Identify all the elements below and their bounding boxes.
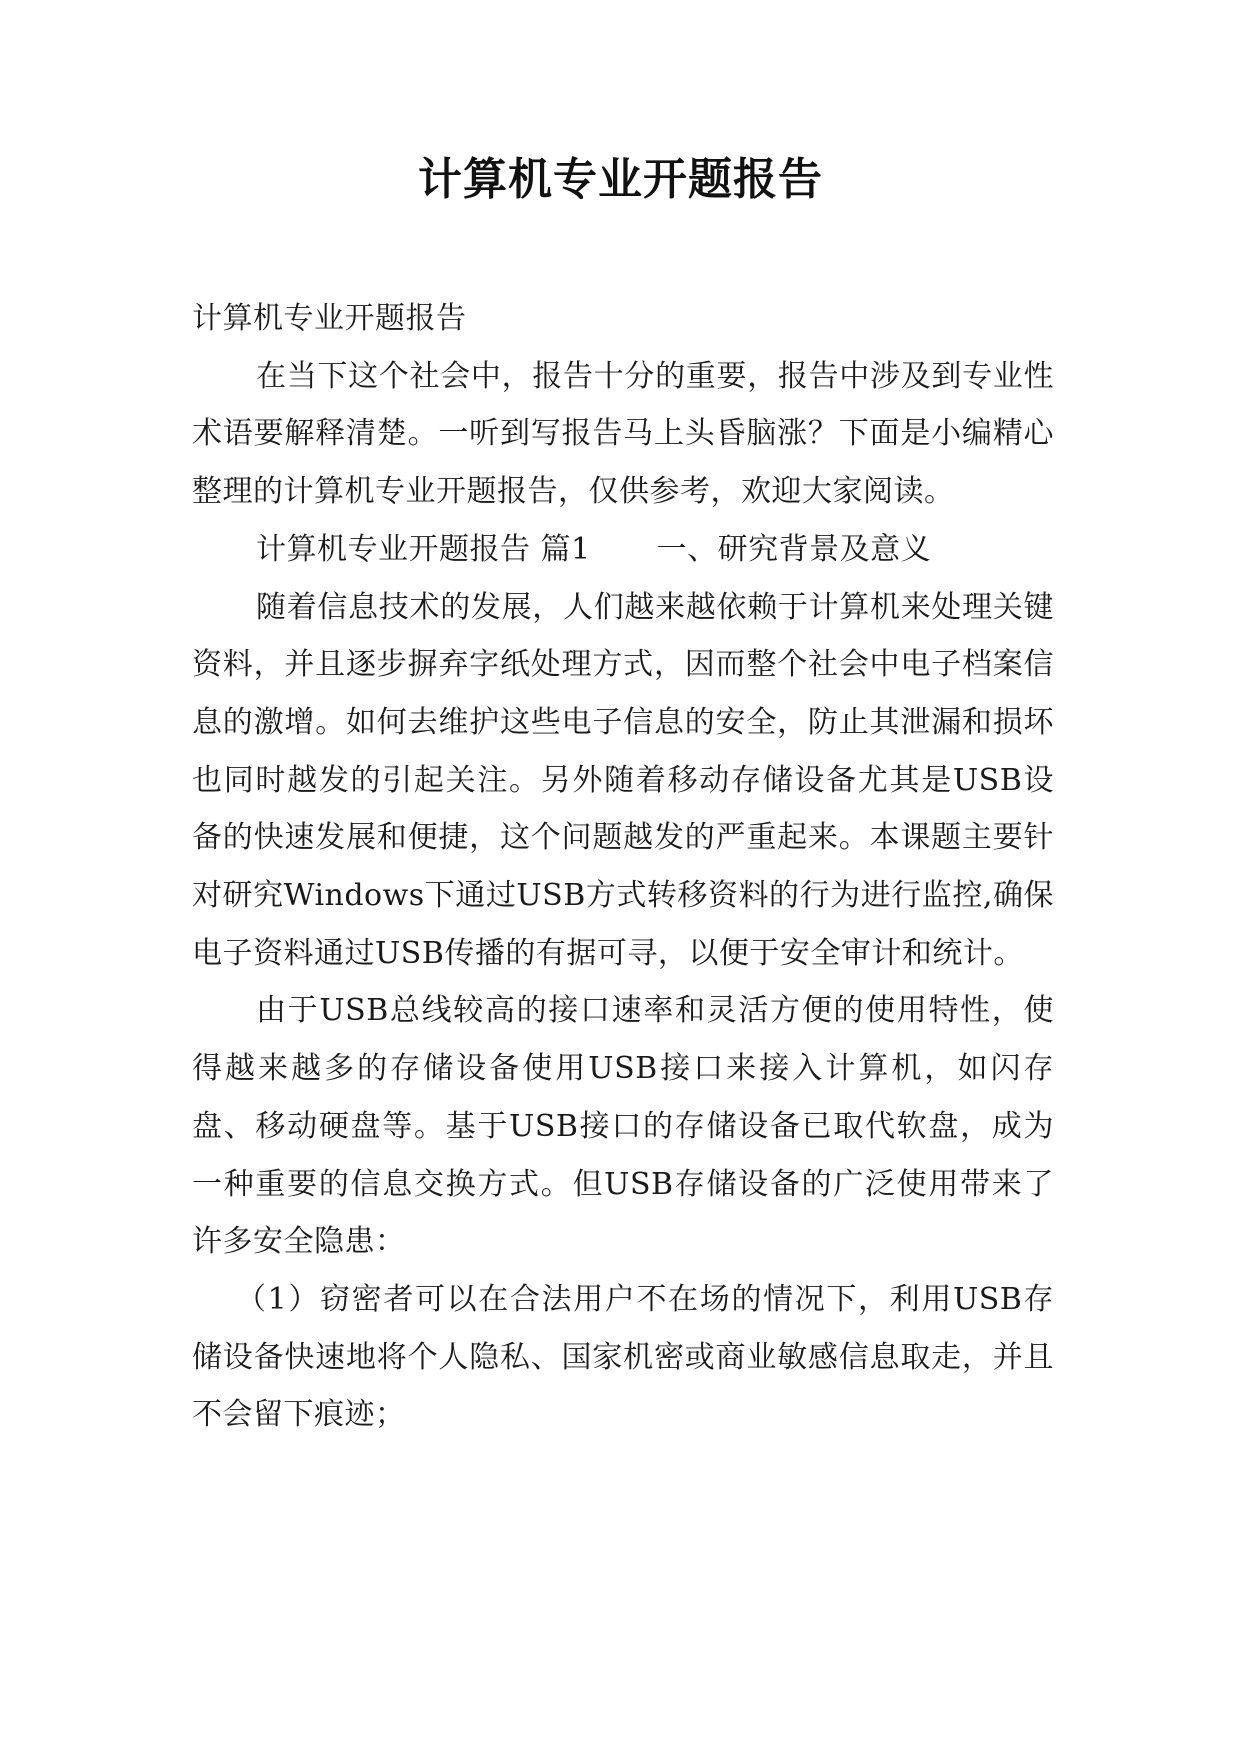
intro-paragraph: 在当下这个社会中，报告十分的重要，报告中涉及到专业性术语要解释清楚。一听到写报告马上头昏脑涨？下面是小编精心整理的计算机专业开题报告，仅供参考，欢迎大家阅读。 [192, 358, 1054, 510]
section-subheading: 一、研究背景及意义 [656, 531, 932, 567]
document-body [192, 290, 1054, 1444]
body-paragraph-2: 由于USB总线较高的接口速率和灵活方便的使用特性，使得越来越多的存储设备使用USB接口来接入计算机，如闪存盘、移动硬盘等。基于USB接口的存储设备已取代软盘，成为一种重要的信息交换方式。但USB存储设备的广泛使用带来了许多安全隐患： [192, 993, 1054, 1260]
section-heading: 计算机专业开题报告 篇1 [256, 531, 591, 567]
document-subtitle: 计算机专业开题报告 [192, 301, 467, 336]
section-heading-line [192, 521, 1054, 579]
body-paragraph-1: 随着信息技术的发展，人们越来越依赖于计算机来处理关键资料，并且逐步摒弃字纸处理方式，因而整个社会中电子档案信息的激增。如何去维护这些电子信息的安全，防止其泄漏和损坏也同时越发的引起关注。另外随着移动存储设备尤其是USB设备的快速发展和便捷，这个问题越发的严重起来。本课题主要针对研究Windows下通过USB方式转移资料的行为进行监控,确保电子资料通过USB传播的有据可寻，以便于安全审计和统计。 [192, 589, 1054, 971]
document-title: 计算机专业开题报告 [418, 154, 823, 205]
body-paragraph-3: （1）窃密者可以在合法用户不在场的情况下，利用USB存储设备快速地将个人隐私、国家机密或商业敏感信息取走，并且不会留下痕迹； [192, 1281, 1054, 1433]
